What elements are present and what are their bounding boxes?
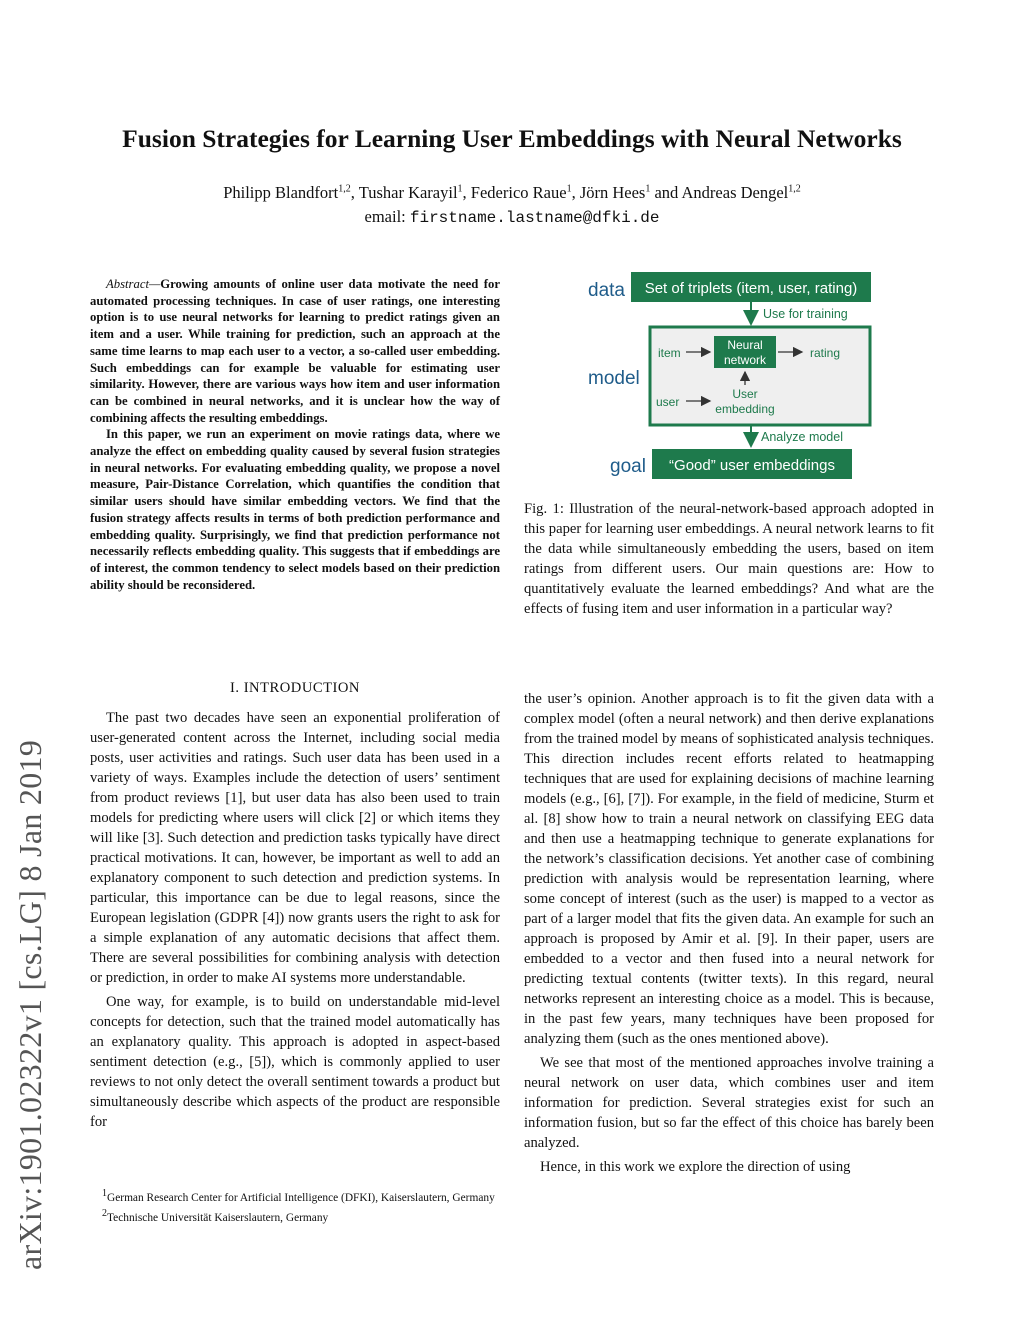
section-heading-introduction: I. INTRODUCTION [230, 680, 360, 696]
abstract [90, 276, 500, 593]
author-affiliation: 1,2 [788, 183, 801, 195]
use-for-training-label: Use for training [763, 307, 848, 321]
author-name: Andreas Dengel [681, 183, 789, 202]
arxiv-identifier: arXiv:1901.02322v1 [cs.LG] 8 Jan 2019 [12, 739, 48, 1270]
nn-line-1: Neural [727, 338, 763, 352]
author-affiliation: 1 [566, 183, 572, 195]
embedding-line-2: embedding [715, 402, 775, 416]
footnote-2-mark: 2 [102, 1207, 107, 1219]
figure-1-diagram [580, 268, 880, 488]
footnotes [90, 1186, 500, 1226]
author-affiliation: 1,2 [338, 183, 351, 195]
figure-1-caption [524, 499, 934, 619]
label-goal: goal [610, 456, 646, 477]
user-label: user [656, 395, 680, 409]
email-label: email: [364, 207, 406, 226]
intro-left-column [90, 708, 500, 1132]
author-list: Philipp Blandfort$^{1,2}$, Tushar Karayil$^1$, Federico Raue$^1$, Jörn Hees$^1$ and Andreas Dengel$^{1,2}$ [223, 183, 801, 202]
nn-line-2: network [723, 353, 767, 367]
intro-paragraph-1: The past two decades have seen an exponential proliferation of user-generated content across the Internet, including social media posts, user activities and ratings. Such user data has been used in a variety of ways. Examples include the detection of users’ sentiment from product reviews [1], but user data has also been used to train models for predicting where users will click [2] or which items they will like [3]. Such detection and prediction tasks typically have direct practical motivations. It can, however, be important as well to add an explanatory component to such detection and prediction systems. In particular, this importance can be due to legal reasons, since the European legislation (GDPR [4]) now grants users the right to ask for a simple explanation of any automatic decisions that affect them. There are several possibilities for combining analysis with detection or prediction, in order to make AI systems more understandable. [90, 710, 500, 986]
paper-title: Fusion Strategies for Learning User Embeddings with Neural Networks [122, 124, 902, 153]
data-box-text: Set of triplets (item, user, rating) [644, 280, 858, 297]
author-name: Tushar Karayil [358, 183, 458, 202]
label-model: model [588, 368, 640, 389]
abstract-label: Abstract [106, 277, 149, 291]
intro-paragraph-4: We see that most of the mentioned approaches involve training a neural network on user data, which combines user and item information for prediction. Several strategies exist for such an information fusion, but so far the effect of this choice has barely been analyzed. [524, 1055, 934, 1151]
abstract-dash: — [149, 277, 161, 291]
embedding-line-1: User [732, 387, 758, 401]
author-affiliation: 1 [645, 183, 651, 195]
goal-box-text: “Good” user embeddings [669, 457, 835, 474]
rating-label: rating [810, 346, 841, 360]
author-name: Jörn Hees [579, 183, 646, 202]
intro-paragraph-5: Hence, in this work we explore the direction of using [540, 1159, 851, 1175]
email-address: firstname.lastname@dfki.de [409, 209, 660, 227]
label-data: data [588, 280, 625, 301]
abstract-paragraph-2: In this paper, we run an experiment on movie ratings data, where we analyze the effect on embedding quality caused by several fusion strategies in neural networks. For evaluating embedding quality, we propose a novel measure, Pair-Distance Correlation, which quantifies the condition that similar users should have similar embedding vectors. We find that the fusion strategy affects results in terms of both prediction performance and embedding quality. Surprisingly, we find that prediction performance not necessarily reflects embedding quality. This suggests that if embeddings are of interest, the common tendency to select models based on their prediction ability should be reconsidered. [90, 427, 500, 592]
author-name: Federico Raue [470, 183, 567, 202]
footnote-1-mark: 1 [102, 1188, 107, 1199]
author-name: Philipp Blandfort [223, 183, 339, 202]
abstract-paragraph-1: Growing amounts of online user data motivate the need for automated processing techniques. In case of user ratings, one interesting option is to use neural networks for learning to predict ratings given an item and a user. While training for prediction, such an approach at the same time learns to map each user to a vector, a so-called user embedding. Such embeddings can for example be valuable for estimating user similarity. However, there are various ways how item and user information can be combined in neural networks, and it is unclear how the way of combining affects the resulting embeddings. [90, 277, 500, 425]
footnote-1: German Research Center for Artificial Intelligence (DFKI), Kaiserslautern, Germany [107, 1191, 495, 1204]
analyze-model-label: Analyze model [761, 430, 843, 444]
author-affiliation: 1 [457, 183, 463, 195]
item-label: item [658, 346, 681, 360]
footnote-2: Technische Universität Kaiserslautern, Germany [107, 1211, 329, 1224]
caption-text: Fig. 1: Illustration of the neural-network-based approach adopted in this paper for learning user embeddings. A neural network learns to fit the data while simultaneously embedding the users, based on item ratings from different users. Our main questions are: How to quantitatively evaluate the learned embeddings? And what are the effects of fusing item and user information in a particular way? [524, 501, 934, 617]
intro-paragraph-3: the user’s opinion. Another approach is to fit the given data with a complex model (often a neural network) and then derive explanations from the trained model by means of sophisticated analysis techniques. This direction includes recent efforts related to heatmapping techniques that are used for explaining decisions of machine learning models (e.g., [6], [7]). For example, in the field of medicine, Sturm et al. [8] show how to train a neural network on classifying EEG data and then use a heatmapping technique to generate explanations for the network’s classification decisions. Yet another case of combining prediction with analysis would be representation learning, where some concept of interest (such as the user) is mapped to a vector as part of a larger model that fits the given data. An example for such an approach is proposed by Amir et al. [9]. In their paper, users are embedded to a vector and then fused into a neural network for predicting textual contents (twitter texts). In this regard, neural networks represent an interesting choice as a model. This is because, in the past few years, many techniques have been proposed for analyzing them (such as the ones mentioned above). [524, 691, 934, 1047]
intro-paragraph-2: One way, for example, is to build on understandable mid-level concepts for detection, such that the trained model automatically has an explanatory quality. This approach is adopted in aspect-based sentiment detection (e.g., [5]), which is commonly applied to user reviews to not only detect the overall sentiment towards a product but simultaneously describe which aspects of the product are responsible for [90, 994, 500, 1130]
email-line [0, 207, 1024, 227]
intro-right-column [524, 689, 934, 1177]
